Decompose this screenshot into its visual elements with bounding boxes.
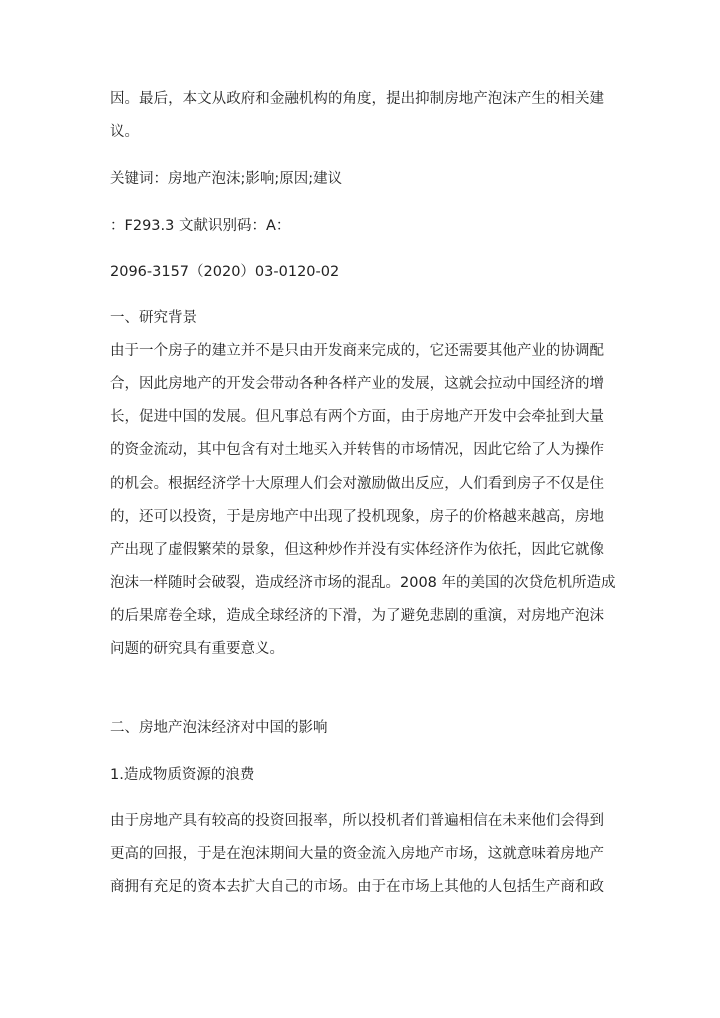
paragraph-line: 合，因此房地产的开发会带动各种各样产业的发展，这就会拉动中国经济的增 <box>110 376 604 392</box>
subsection-heading: 1.造成物质资源的浪费 <box>110 767 255 783</box>
paragraph-line: 更高的回报，于是在泡沫期间大量的资金流入房地产市场，这就意味着房地产 <box>110 846 604 862</box>
paragraph-line: 由于房地产具有较高的投资回报率，所以投机者们普遍相信在未来他们会得到 <box>110 813 604 829</box>
paragraph-line: 产出现了虚假繁荣的景象，但这种炒作并没有实体经济作为依托，因此它就像 <box>110 542 604 558</box>
paragraph-line: 问题的研究具有重要意义。 <box>110 641 284 657</box>
classification-code: ：F293.3 文献识别码：A： <box>110 218 291 234</box>
paragraph-line: 的机会。根据经济学十大原理人们会对激励做出反应，人们看到房子不仅是住 <box>110 476 604 492</box>
keywords: 关键词：房地产泡沫;影响;原因;建议 <box>110 171 343 187</box>
abstract-line: 因。最后，本文从政府和金融机构的角度，提出抑制房地产泡沫产生的相关建 <box>110 91 604 107</box>
paragraph-line: 的，还可以投资，于是房地产中出现了投机现象，房子的价格越来越高，房地 <box>110 509 604 525</box>
paragraph-line: 的后果席卷全球，造成全球经济的下滑，为了避免悲剧的重演，对房地产泡沫 <box>110 608 604 624</box>
section-heading: 一、研究背景 <box>110 310 197 326</box>
abstract-line: 议。 <box>110 124 139 140</box>
paragraph-line: 由于一个房子的建立并不是只由开发商来完成的，它还需要其他产业的协调配 <box>110 343 604 359</box>
section-heading: 二、房地产泡沫经济对中国的影响 <box>110 720 328 736</box>
article-id: 2096-3157（2020）03-0120-02 <box>110 264 340 280</box>
paragraph-line: 商拥有充足的资本去扩大自己的市场。由于在市场上其他的人包括生产商和政 <box>110 879 604 895</box>
paragraph-line: 长，促进中国的发展。但凡事总有两个方面，由于房地产开发中会牵扯到大量 <box>110 409 604 425</box>
paragraph-line: 的资金流动，其中包含有对土地买入并转售的市场情况，因此它给了人为操作 <box>110 442 604 458</box>
paragraph-line: 泡沫一样随时会破裂，造成经济市场的混乱。2008 年的美国的次贷危机所造成 <box>110 575 616 591</box>
